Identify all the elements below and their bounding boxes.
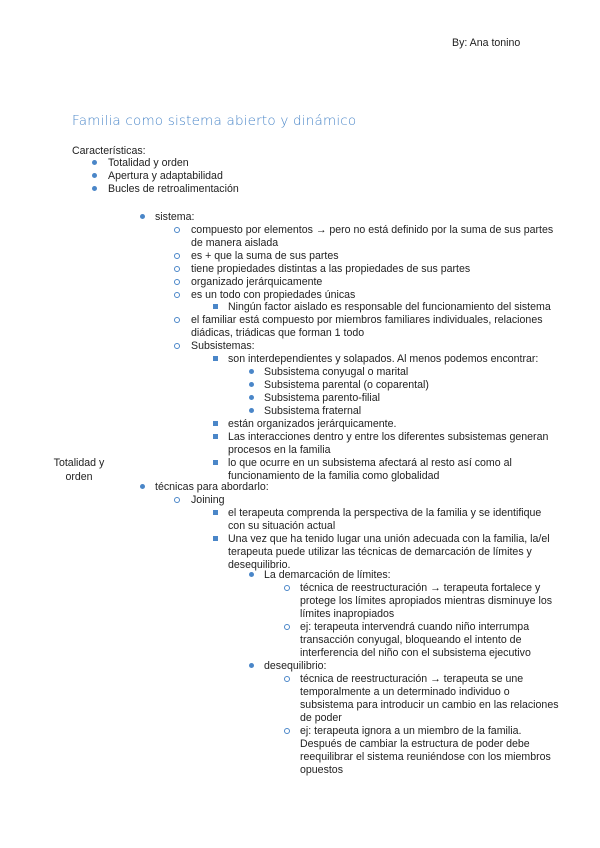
list-item: desequilibrio: <box>264 660 327 672</box>
list-item: protege los límites apropiados mientras disminuye los <box>300 595 553 607</box>
list-item: Bucles de retroalimentación <box>108 183 239 195</box>
list-item: reequilibrar el sistema reuniéndose con los miembros <box>300 751 551 763</box>
list-item: interferencia del niño con el subsistema ejecutivo <box>300 647 531 659</box>
list-item: límites inapropiados <box>300 608 395 620</box>
list-item: Subsistema conyugal o marital <box>264 366 409 378</box>
bullet-ring <box>174 266 180 272</box>
list-item: organizado jerárquicamente <box>191 276 323 288</box>
bullet-ring <box>284 585 290 591</box>
bullet-square <box>213 510 218 515</box>
bullet-square <box>213 536 218 541</box>
list-item: es un todo con propiedades únicas <box>191 289 356 301</box>
bullet-square <box>213 434 218 439</box>
bullet-dot <box>140 214 145 219</box>
bullet-ring <box>174 279 180 285</box>
list-item: Ningún factor aislado es responsable del funcionamiento del sistema <box>228 301 551 313</box>
bullet-dot <box>249 369 254 374</box>
bullet-dot <box>249 572 254 577</box>
bullet-ring <box>174 317 180 323</box>
bullet-square <box>213 356 218 361</box>
list-item: Una vez que ha tenido lugar una unión adecuada con la familia, la/el <box>228 533 550 545</box>
characteristics-heading: Características: <box>72 145 146 157</box>
bullet-dot <box>249 395 254 400</box>
list-item: son interdependientes y solapados. Al menos podemos encontrar: <box>228 353 539 365</box>
list-item: Subsistemas: <box>191 340 255 352</box>
list-item: Totalidad y orden <box>108 157 189 169</box>
list-item: técnicas para abordarlo: <box>155 481 269 493</box>
list-item: Después de cambiar la estructura de poder debe <box>300 738 530 750</box>
list-item: Las interacciones dentro y entre los diferentes subsistemas generan <box>228 431 549 443</box>
list-item: Joining <box>191 494 225 506</box>
bullet-ring <box>174 497 180 503</box>
bullet-square <box>213 421 218 426</box>
list-item: compuesto por elementos → pero no está definido por la suma de sus partes <box>191 224 554 236</box>
bullet-dot <box>140 484 145 489</box>
bullet-dot <box>92 186 97 191</box>
bullet-ring <box>284 728 290 734</box>
list-item: técnica de reestructuración → terapeuta se une <box>300 673 524 685</box>
list-item: Subsistema parental (o coparental) <box>264 379 429 391</box>
bullet-ring <box>174 227 180 233</box>
list-item: están organizados jerárquicamente. <box>228 418 397 430</box>
bullet-ring <box>174 343 180 349</box>
bullet-ring <box>284 676 290 682</box>
list-item: sistema: <box>155 211 195 223</box>
list-item: el familiar está compuesto por miembros familiares individuales, relaciones <box>191 314 543 326</box>
list-item: desequilibrio. <box>228 559 291 571</box>
list-item: La demarcación de límites: <box>264 569 391 581</box>
list-item: ej: terapeuta ignora a un miembro de la familia. <box>300 725 522 737</box>
list-item: temporalmente a un determinado individuo o <box>300 686 510 698</box>
list-item: Subsistema parento-filial <box>264 392 380 404</box>
author-line: By: Ana tonino <box>452 37 521 49</box>
bullet-ring <box>174 292 180 298</box>
list-item: es + que la suma de sus partes <box>191 250 339 262</box>
list-item: transacción conyugal, bloqueando el intento de <box>300 634 522 646</box>
list-item: opuestos <box>300 764 343 776</box>
list-item: tiene propiedades distintas a las propiedades de sus partes <box>191 263 471 275</box>
bullet-dot <box>249 408 254 413</box>
bullet-square <box>213 460 218 465</box>
list-item: procesos en la familia <box>228 444 331 456</box>
side-label: Totalidad y orden <box>53 457 105 483</box>
bullet-dot <box>92 173 97 178</box>
bullet-dot <box>249 663 254 668</box>
list-item: diádicas, triádicas que forman 1 todo <box>191 327 365 339</box>
list-item: lo que ocurre en un subsistema afectará al resto así como al <box>228 457 512 469</box>
list-item: Apertura y adaptabilidad <box>108 170 223 182</box>
list-item: de manera aislada <box>191 237 279 249</box>
bullet-ring <box>174 253 180 259</box>
list-item: técnica de reestructuración → terapeuta fortalece y <box>300 582 541 594</box>
bullet-ring <box>284 624 290 630</box>
list-item: el terapeuta comprenda la perspectiva de la familia y se identifique <box>228 507 542 519</box>
list-item: con su situación actual <box>228 520 336 532</box>
list-item: ej: terapeuta intervendrá cuando niño interrumpa <box>300 621 530 633</box>
list-item: subsistema para introducir un cambio en las relaciones <box>300 699 559 711</box>
list-item: funcionamiento de la familia como globalidad <box>228 470 440 482</box>
bullet-dot <box>249 382 254 387</box>
bullet-dot <box>92 160 97 165</box>
list-item: Subsistema fraternal <box>264 405 362 417</box>
bullet-square <box>213 304 218 309</box>
list-item: terapeuta puede utilizar las técnicas de demarcación de límites y <box>228 546 532 558</box>
list-item: de poder <box>300 712 342 724</box>
page-title: Familia como sistema abierto y dinámico <box>72 113 357 129</box>
